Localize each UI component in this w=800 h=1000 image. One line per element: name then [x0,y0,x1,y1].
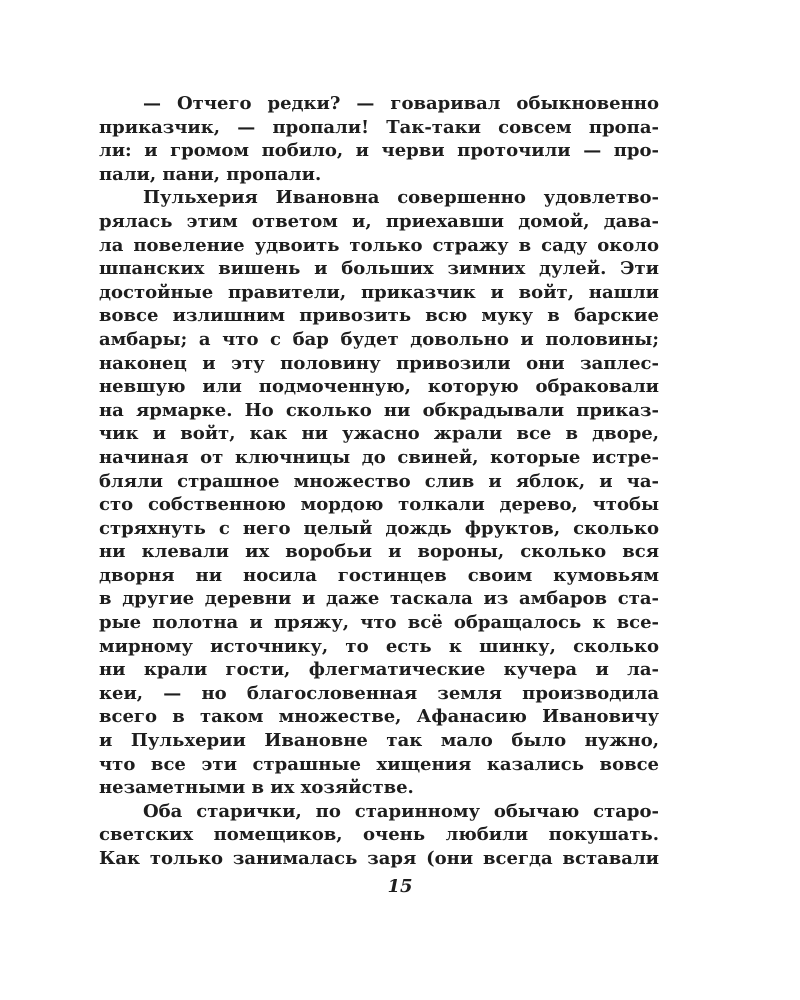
text-line: — Отчего редки? — говаривал обыкновенно [143,93,659,114]
text-line: кеи, — но благословенная земля производила [99,682,659,704]
text-line: всего в таком множестве, Афанасию Ивановичу [99,706,659,728]
text-line: шпанских вишень и больших зимних дулей. Эти [99,258,659,280]
text-line: в другие деревни и даже таскала из амбаров ста- [99,588,659,610]
text-line: Пульхерия Ивановна совершенно удовлетво- [143,187,659,209]
text-line: что все эти страшные хищения казались вовсе [99,753,659,775]
page-number: 15 [387,876,413,897]
text-line: Оба старички, по старинному обычаю старо- [143,800,659,822]
text-line: амбары; а что с бар будет довольно и половины; [99,328,659,350]
text-line: ни крали гости, флегматические кучера и ла- [99,659,659,681]
text-line: наконец и эту половину привозили они заплес- [99,352,659,374]
text-line: ли: и громом побило, и черви проточили — про- [99,140,659,162]
text-line: ла повеление удвоить только стражу в саду около [99,234,659,256]
text-line: пали, пани, пропали. [99,163,322,185]
text-line: сто собственною мордою толкали дерево, чтобы [99,494,659,516]
text-line: вовсе излишним привозить всю муку в барские [99,305,659,327]
text-line: светских помещиков, очень любили покушать. [99,824,659,846]
text-line: невшую или подмоченную, которую обраковали [99,376,659,398]
text-line: и Пульхерии Ивановне так мало было нужно, [99,730,659,752]
text-line: стряхнуть с него целый дождь фруктов, сколько [99,517,659,539]
text-line: дворня ни носила гостинцев своим кумовьям [99,564,659,586]
text-line: рялась этим ответом и, приехавши домой, дава- [99,210,659,232]
text-line: приказчик, — пропали! Так-таки совсем пропа- [99,116,659,138]
text-line: достойные правители, приказчик и войт, нашли [99,281,659,303]
text-line: незаметными в их хозяйстве. [99,777,414,799]
text-line: ни клевали их воробьи и вороны, сколько вся [99,541,659,563]
text-line: мирному источнику, то есть к шинку, сколько [99,635,659,657]
text-line: бляли страшное множество слив и яблок, и ча- [99,470,659,492]
text-line: начиная от ключницы до свиней, которые истре- [99,446,659,468]
text-line: на ярмарке. Но сколько ни обкрадывали приказ- [99,399,659,421]
body-text [99,92,659,871]
text-line: рые полотна и пряжу, что всё обращалось к все- [99,612,659,634]
text-line: Как только занималась заря (они всегда вставали [99,848,659,869]
text-line: чик и войт, как ни ужасно жрали все в дворе, [99,423,659,445]
